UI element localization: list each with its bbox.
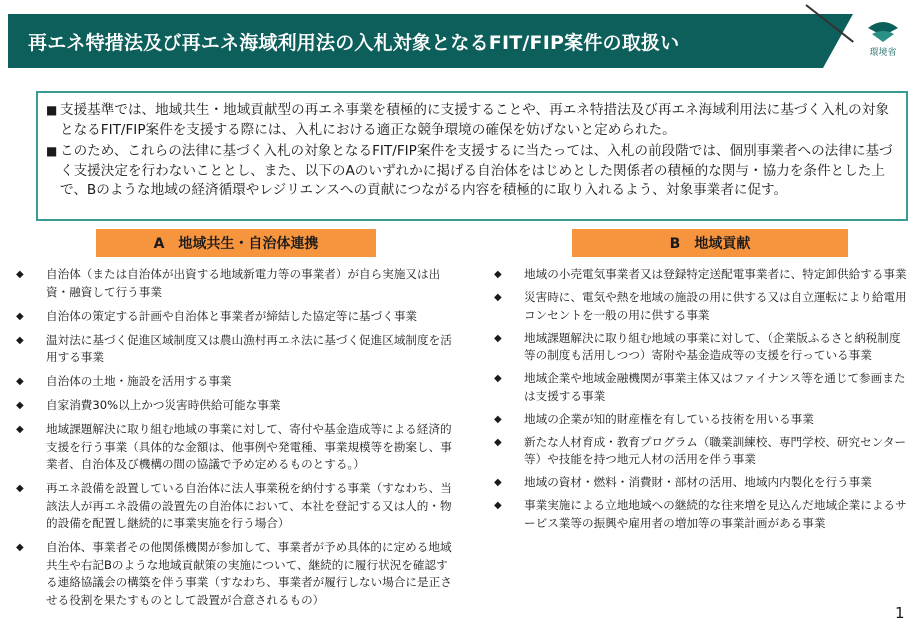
column-b-list (494, 266, 908, 538)
list-item-text: 再エネ設備を設置している自治体に法人事業税を納付する事業（すなわち、当該法人が再エネ設備の設置先の自治体において、本社を登記する又は人的・物的設備を配置し継続的に事業実施を行う場合） (46, 481, 452, 530)
diamond-bullet-icon: ◆ (16, 376, 24, 387)
title-banner (8, 14, 823, 68)
list-item-text: 地域課題解決に取り組む地域の事業に対して、（企業版ふるさと納税制度等の制度も活用しつつ）寄附や基金造成等の支援を行っている事業 (524, 330, 901, 362)
diamond-bullet-icon: ◆ (16, 310, 24, 322)
list-item (16, 308, 456, 326)
list-item (494, 411, 908, 429)
list-item (16, 539, 456, 609)
diamond-bullet-icon: ◆ (494, 269, 502, 280)
list-item (494, 330, 908, 365)
list-item-text: 自治体（または自治体が出資する地域新電力等の事業者）が自ら実施又は出資・融資して行う事業 (46, 267, 441, 299)
list-item-text: 自治体、事業者その他関係機関が参加して、事業者が予め具体的に定める地域共生や右記Bのような地域貢献策の実施について、継続的に履行状況を確認する連絡協議会の構築を伴う事業（すなわち、事業者が履行しない場合に是正させる役割を果たすものとして設置が合意されるもの） (46, 540, 452, 607)
list-item (16, 266, 456, 301)
diamond-bullet-icon: ◆ (494, 332, 502, 344)
logo-label: 環境省 (869, 48, 897, 58)
diamond-bullet-icon: ◆ (494, 500, 502, 511)
list-item (494, 434, 908, 469)
list-item-text: 新たな人材育成・教育プログラム（職業訓練校、専門学校、研究センター等）や技能を持つ地元人材の活用を伴う事業 (524, 434, 907, 466)
summary-item (46, 142, 898, 201)
diamond-bullet-icon: ◆ (494, 436, 502, 448)
diamond-bullet-icon: ◆ (16, 400, 24, 411)
square-bullet-icon: ■ (46, 103, 58, 117)
diamond-bullet-icon: ◆ (494, 413, 502, 425)
list-item-text: 自治体の策定する計画や自治体と事業者が締結した協定等に基づく事業 (46, 308, 418, 323)
column-a-list (16, 266, 456, 616)
list-item (16, 332, 456, 367)
list-item (494, 266, 908, 284)
square-bullet-icon: ■ (46, 144, 58, 158)
diamond-bullet-icon: ◆ (16, 542, 24, 553)
list-item (16, 397, 456, 415)
diamond-bullet-icon: ◆ (16, 424, 24, 435)
page-number: 1 (895, 604, 905, 622)
list-item (494, 289, 908, 324)
diamond-bullet-icon: ◆ (16, 269, 24, 280)
list-item-text: 地域企業や地域金融機関が事業主体又はファイナンス等を通じて参画または支援する事業 (524, 371, 906, 403)
list-item (494, 370, 908, 405)
environment-ministry-logo-icon (866, 18, 900, 44)
list-item (16, 480, 456, 533)
summary-text: このため、これらの法律に基づく入札の対象となるFIT/FIP案件を支援するに当たっては、入札の前段階では、個別事業者への法律に基づく支援決定を行わないこととし、また、以下のAのいずれかに掲げる自治体をはじめとした関係者の積極的な関与・協力を条件とした上で、Bのような地域の経済循環やレジリエンスへの貢献につながる内容を積極的に取り入れるよう、対象事業者に促す。 (60, 143, 893, 198)
list-item-text: 自治体の土地・施設を活用する事業 (46, 374, 232, 388)
list-item (16, 421, 456, 474)
diamond-bullet-icon: ◆ (494, 292, 502, 303)
list-item-text: 災害時に、電気や熱を地域の施設の用に供する又は自立運転により給電用コンセントを一般の用に供する事業 (524, 290, 907, 322)
ministry-logo (858, 18, 908, 62)
list-item-text: 地域の資材・燃料・消費財・部材の活用、地域内内製化を行う事業 (524, 475, 872, 489)
list-item-text: 地域の企業が知的財産権を有している技術を用いる事業 (524, 411, 814, 426)
list-item-text: 温対法に基づく促進区域制度又は農山漁村再エネ法に基づく促進区域制度を活用する事業 (46, 332, 452, 364)
list-item-text: 地域の小売電気事業者又は登録特定送配電事業者に、特定卸供給する事業 (524, 267, 907, 281)
summary-box (36, 91, 908, 221)
list-item (494, 497, 908, 532)
page-title: 再エネ特措法及び再エネ海域利用法の入札対象となるFIT/FIP案件の取扱い (28, 31, 680, 54)
list-item-text: 事業実施による立地地域への継続的な往来増を見込んだ地域企業によるサービス業等の振興や雇用者の増加等の事業計画がある事業 (524, 498, 907, 530)
list-item (16, 373, 456, 391)
column-a-header: A 地域共生・自治体連携 (96, 229, 376, 257)
list-item (494, 474, 908, 492)
list-item-text: 地域課題解決に取り組む地域の事業に対して、寄付や基金造成等による経済的支援を行う事業（具体的な金額は、他事例や発電種、事業規模等を勘案し、事業者、自治体及び機構の間の協議で予め定めるものとする。） (46, 422, 452, 471)
diamond-bullet-icon: ◆ (494, 373, 502, 384)
summary-text: 支援基準では、地域共生・地域貢献型の再エネ事業を積極的に支援することや、再エネ特措法及び再エネ海域利用法に基づく入札の対象となるFIT/FIP案件を支援する際には、入札における適正な競争環境の確保を妨げないと定められた。 (60, 102, 889, 138)
summary-item (46, 101, 898, 140)
diamond-bullet-icon: ◆ (16, 483, 24, 494)
diamond-bullet-icon: ◆ (16, 334, 24, 346)
diamond-bullet-icon: ◆ (494, 477, 502, 488)
list-item-text: 自家消費30%以上かつ災害時供給可能な事業 (46, 398, 281, 412)
column-b-header: B 地域貢献 (572, 229, 848, 257)
